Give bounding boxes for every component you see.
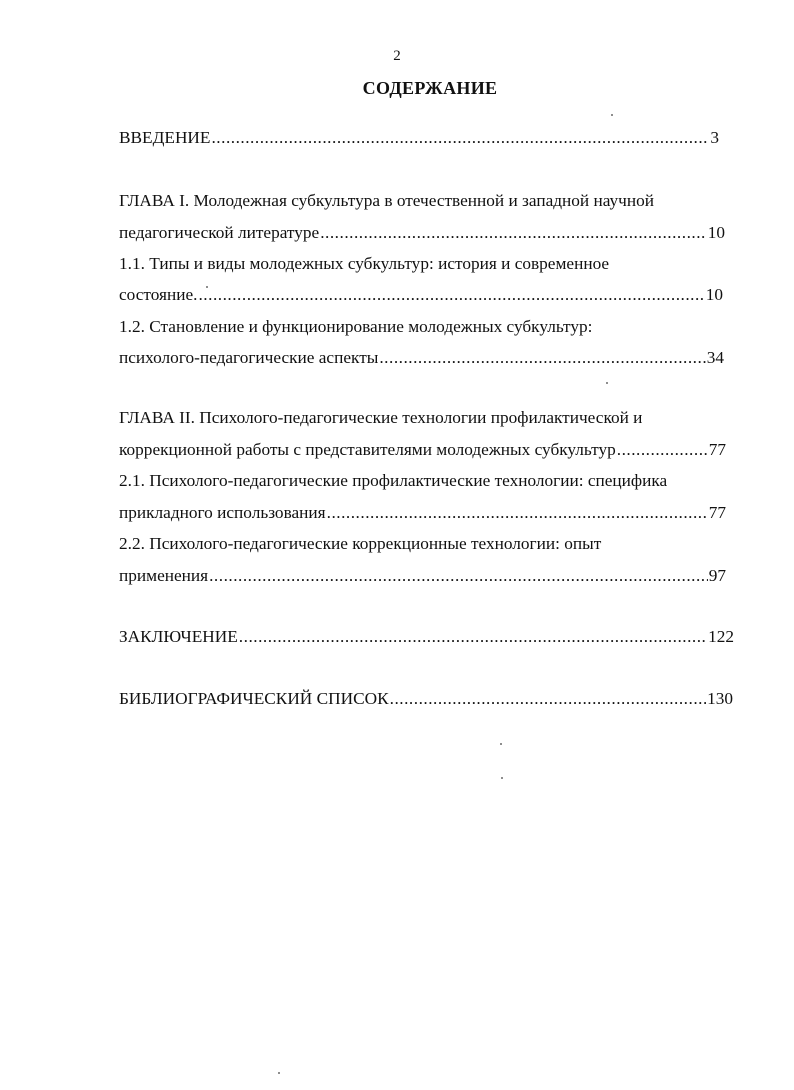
toc-chapter2-line1: ГЛАВА II. Психолого-педагогические технологии профилактической и xyxy=(119,408,643,427)
scan-speck xyxy=(206,286,208,288)
toc-entry-page: 10 xyxy=(705,285,723,304)
toc-entry-page: 97 xyxy=(708,566,726,585)
toc-section-2-2-line1: 2.2. Психолого-педагогические коррекционные технологии: опыт xyxy=(119,534,602,553)
toc-entry-page: 77 xyxy=(708,440,726,459)
toc-entry-intro[interactable] xyxy=(119,127,719,149)
toc-entry-label: состояние. xyxy=(119,285,198,304)
scan-speck xyxy=(501,777,503,779)
toc-entry-chapter1[interactable] xyxy=(119,222,725,244)
dot-leader xyxy=(327,502,708,524)
dot-leader xyxy=(211,127,709,149)
toc-section-2-1-line1: 2.1. Психолого-педагогические профилактические технологии: специфика xyxy=(119,471,668,490)
toc-entry-page: 34 xyxy=(706,348,724,367)
dot-leader xyxy=(390,688,706,710)
scan-speck xyxy=(606,382,608,384)
toc-entry-section-1-1[interactable] xyxy=(119,284,723,306)
toc-entry-label: коррекционной работы с представителями молодежных субкультур xyxy=(119,440,616,459)
toc-entry-label: ЗАКЛЮЧЕНИЕ xyxy=(119,627,238,646)
page-title: СОДЕРЖАНИЕ xyxy=(362,78,498,98)
toc-entry-label: прикладного использования xyxy=(119,503,326,522)
toc-entry-chapter2[interactable] xyxy=(119,439,726,461)
toc-entry-bibliography[interactable] xyxy=(119,688,733,710)
dot-leader xyxy=(379,347,705,369)
toc-section-1-1-line1: 1.1. Типы и виды молодежных субкультур: история и современное xyxy=(119,254,610,273)
toc-entry-section-2-1[interactable] xyxy=(119,502,726,524)
page-number: 2 xyxy=(393,48,401,64)
toc-section-1-2-line1: 1.2. Становление и функционирование молодежных субкультур: xyxy=(119,317,593,336)
toc-entry-label: ВВЕДЕНИЕ xyxy=(119,128,211,147)
toc-entry-section-2-2[interactable] xyxy=(119,565,726,587)
toc-entry-label: применения xyxy=(119,566,209,585)
toc-entry-label: психолого-педагогические аспекты xyxy=(119,348,379,367)
toc-entry-page: 3 xyxy=(710,128,719,147)
toc-chapter1-line1: ГЛАВА I. Молодежная субкультура в отечественной и западной научной xyxy=(119,191,654,210)
toc-entry-section-1-2[interactable] xyxy=(119,347,724,369)
scan-speck xyxy=(611,114,613,116)
scan-speck xyxy=(500,743,502,745)
toc-entry-page: 130 xyxy=(707,689,733,708)
dot-leader xyxy=(198,284,704,306)
scan-speck xyxy=(278,1072,280,1074)
dot-leader xyxy=(239,626,707,648)
toc-entry-page: 122 xyxy=(708,627,734,646)
toc-entry-page: 10 xyxy=(707,223,725,242)
toc-entry-conclusion[interactable] xyxy=(119,626,734,648)
dot-leader xyxy=(617,439,708,461)
toc-entry-page: 77 xyxy=(708,503,726,522)
dot-leader xyxy=(209,565,708,587)
dot-leader xyxy=(320,222,707,244)
toc-entry-label: педагогической литературе xyxy=(119,223,320,242)
toc-entry-label: БИБЛИОГРАФИЧЕСКИЙ СПИСОК xyxy=(119,689,389,708)
